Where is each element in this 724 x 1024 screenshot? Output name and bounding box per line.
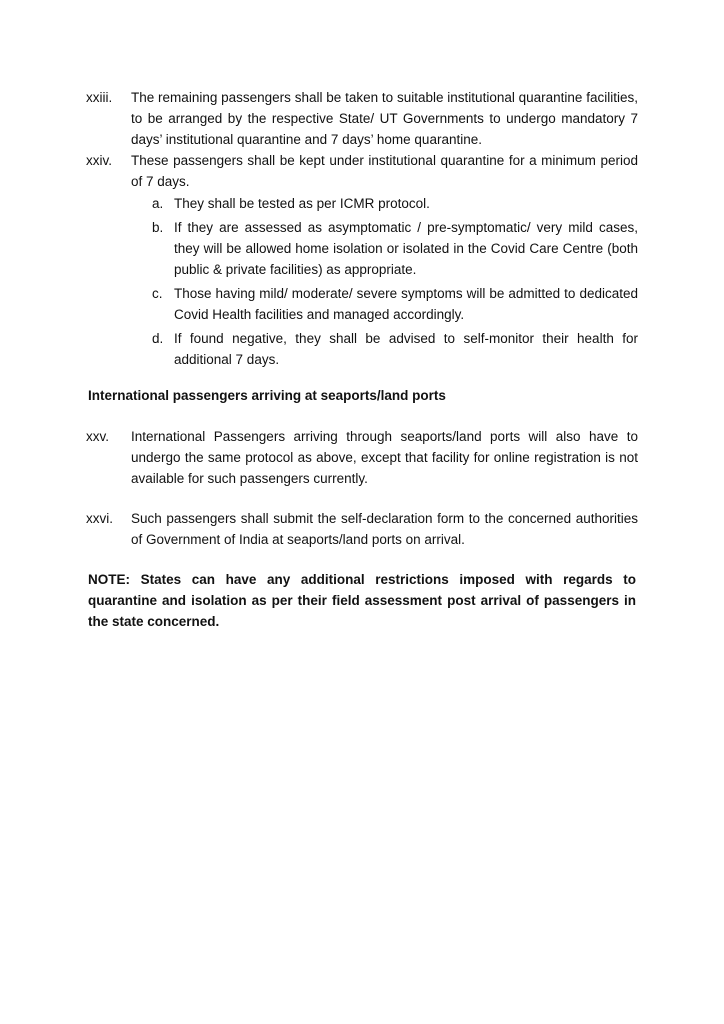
item-text: International Passengers arriving through seaports/land ports will also have to undergo the same protocol as above, except that facility for online registration is not available for such passengers currently. [131, 429, 638, 486]
item-text: Such passengers shall submit the self-declaration form to the concerned authorities of Government of India at seaports/land ports on arrival. [131, 511, 638, 547]
sub-list [152, 193, 638, 373]
list-item-xxvi [86, 508, 638, 550]
item-text: These passengers shall be kept under institutional quarantine for a minimum period of 7 days. [131, 153, 638, 189]
list-item-xxiv [86, 150, 638, 192]
sub-item-text: If found negative, they shall be advised to self-monitor their health for additional 7 days. [174, 331, 638, 367]
sub-item-letter: c. [152, 286, 163, 301]
sub-item-text: If they are assessed as asymptomatic / pre-symptomatic/ very mild cases, they will be allowed home isolation or isolated in the Covid Care Centre (both public & private facilities) as appropriate. [174, 220, 638, 277]
sub-item-text: Those having mild/ moderate/ severe symptoms will be admitted to dedicated Covid Health facilities and managed accordingly. [174, 286, 638, 322]
sub-item-b [152, 217, 638, 280]
sub-item-letter: d. [152, 331, 164, 346]
list-item-xxiii [86, 87, 638, 150]
note-paragraph: NOTE: States can have any additional restrictions imposed with regards to quarantine and isolation as per their field assessment post arrival of passengers in the state concerned. [88, 572, 636, 629]
sub-item-d [152, 328, 638, 370]
section-heading: International passengers arriving at seaports/land ports [88, 388, 446, 403]
sub-item-text: They shall be tested as per ICMR protocol. [174, 196, 430, 211]
list-item-xxv [86, 426, 638, 489]
item-numeral: xxv. [86, 429, 109, 444]
item-numeral: xxiv. [86, 153, 112, 168]
item-numeral: xxvi. [86, 511, 113, 526]
sub-item-letter: a. [152, 196, 164, 211]
sub-item-a [152, 193, 638, 214]
item-numeral: xxiii. [86, 90, 113, 105]
sub-item-letter: b. [152, 220, 164, 235]
sub-item-c [152, 283, 638, 325]
item-text: The remaining passengers shall be taken to suitable institutional quarantine facilities, to be arranged by the respective State/ UT Governments to undergo mandatory 7 days’ institutional quarantine and 7 days’ home quarantine. [131, 90, 638, 147]
